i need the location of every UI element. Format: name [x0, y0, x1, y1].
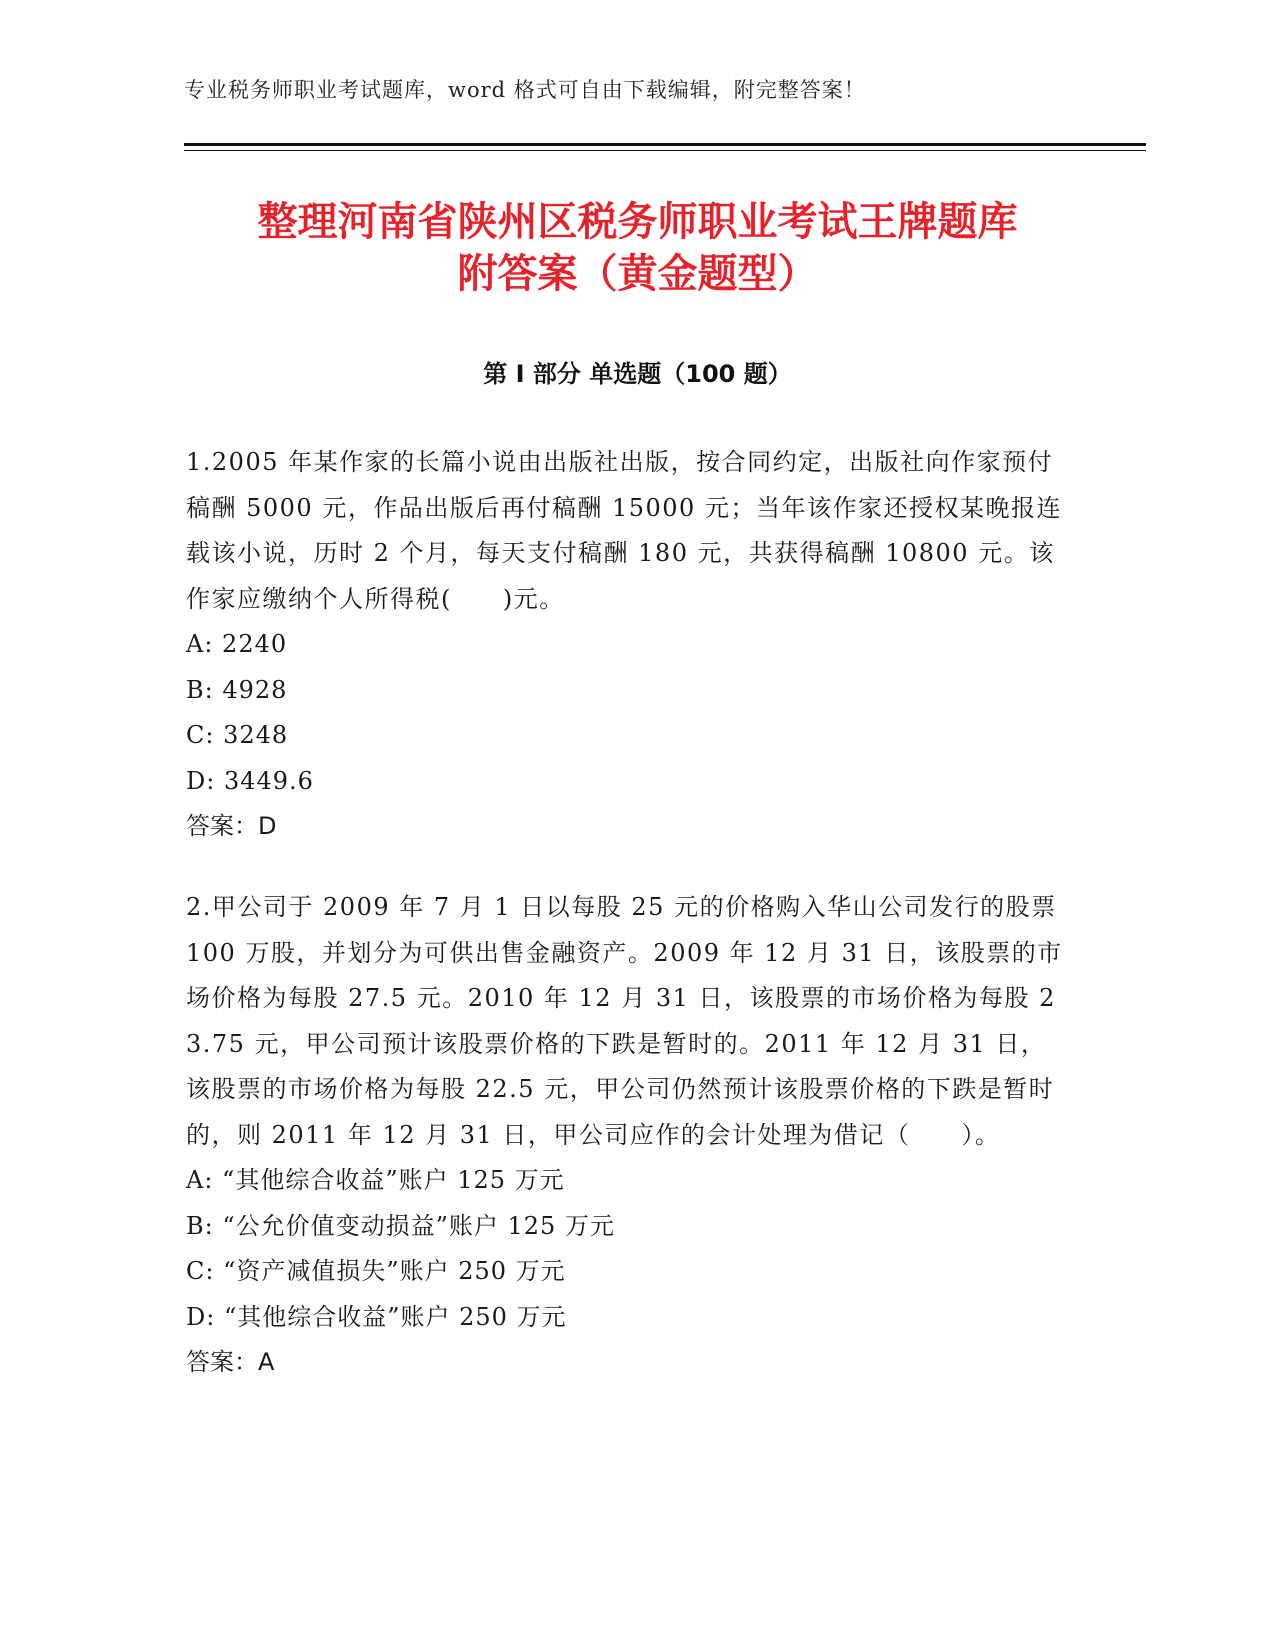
option-c: C: “资产减值损失”账户 250 万元: [186, 1257, 566, 1285]
header-divider-thin: [184, 150, 1146, 151]
option-d: D: “其他综合收益”账户 250 万元: [186, 1302, 567, 1331]
question-text: 1.2005 年某作家的长篇小说由出版社出版，按合同约定，出版社向作家预付稿酬 5000 元，作品出版后再付稿酬 15000 元；当年该作家还授权某晚报连载该小说，历时 2 个月，每天支付稿酬 180 元，共获得稿酬 10800 元。该作家应缴纳个人所得税( )元。: [186, 448, 1062, 613]
option-a: A: “其他综合收益”账户 125 万元: [186, 1166, 565, 1194]
option-a: A: 2240: [186, 630, 288, 658]
header-divider-thick: [184, 143, 1146, 146]
option-b: B: “公允价值变动损益”账户 125 万元: [186, 1211, 615, 1240]
header-note: 专业税务师职业考试题库，word 格式可自由下载编辑，附完整答案！: [184, 78, 866, 102]
question-2: [186, 885, 1066, 1386]
option-b: B: 4928: [186, 675, 288, 704]
answer: 答案：A: [186, 1348, 275, 1376]
section-heading: 第 I 部分 单选题（100 题）: [483, 360, 792, 388]
question-1: [186, 440, 1066, 850]
answer: 答案：D: [186, 812, 277, 840]
title-line-2: 附答案（黄金题型）: [457, 251, 818, 297]
document-title: [140, 196, 1135, 300]
option-d: D: 3449.6: [186, 766, 314, 795]
title-line-1: 整理河南省陕州区税务师职业考试王牌题库: [257, 199, 1018, 245]
question-text: 2.甲公司于 2009 年 7 月 1 日以每股 25 元的价格购入华山公司发行的股票 100 万股，并划分为可供出售金融资产。2009 年 12 月 31 日，该股票的市场价格为每股 27.5 元。2010 年 12 月 31 日，该股票的市场价格为每股 23.75 元，甲公司预计该股票价格的下跌是暂时的。2011 年 12 月 31 日，该股票的市场价格为每股 22.5 元，甲公司仍然预计该股票价格的下跌是暂时的，则 2011 年 12 月 31 日，甲公司应作的会计处理为借记（ ）。: [186, 893, 1063, 1149]
option-c: C: 3248: [186, 721, 289, 749]
